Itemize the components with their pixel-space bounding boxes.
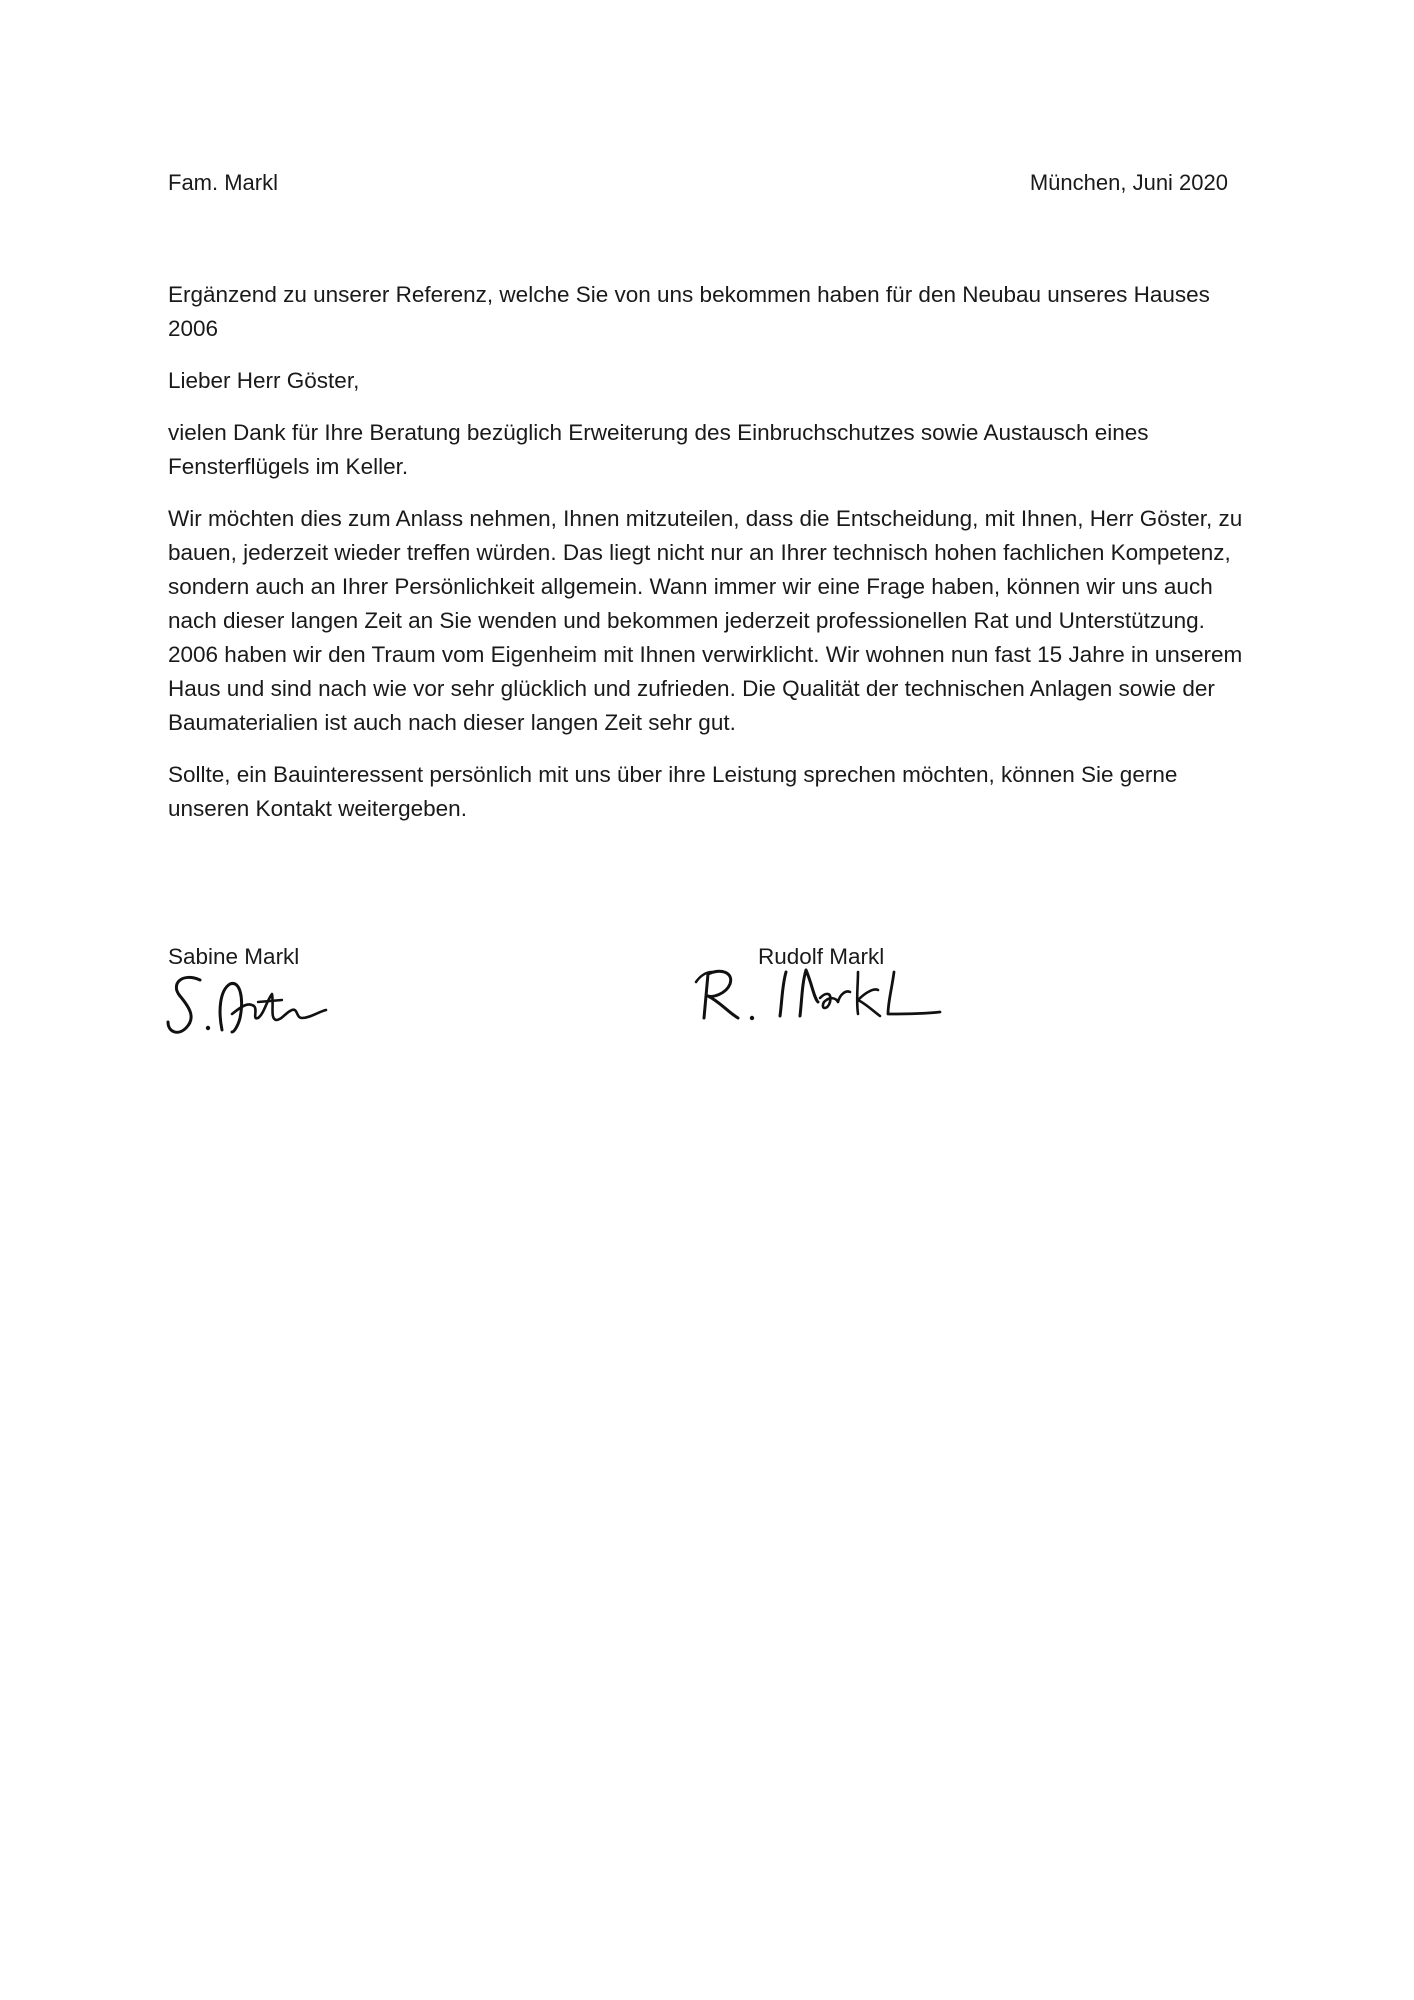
letter-header [168, 170, 1228, 200]
salutation: Lieber Herr Göster, [168, 368, 360, 393]
paragraph-recommendation: Wir möchten dies zum Anlass nehmen, Ihnen mitzuteilen, dass die Entscheidung, mit Ihnen, Herr Göster, zu bauen, jederzeit wieder treffen würden. Das liegt nicht nur an Ihrer technisch hohen fachlichen Kompetenz, sondern auch an Ihrer Persönlichkeit allgemein. Wann immer wir eine Frage haben, können wir uns auch nach dieser langen Zeit an Sie wenden und bekommen jederzeit professionellen Rat und Unterstützung. 2006 haben wir den Traum vom Eigenheim mit Ihnen verwirklicht. Wir wohnen nun fast 15 Jahre in unserem Haus und sind nach wie vor sehr glücklich und zufrieden. Die Qualität der technischen Anlagen sowie der Baumaterialien ist auch nach dieser langen Zeit sehr gut. [168, 506, 1243, 735]
letter-body [168, 278, 1258, 844]
paragraph-thanks: vielen Dank für Ihre Beratung bezüglich Erweiterung des Einbruchschutzes sowie Austausch eines Fensterflügels im Keller. [168, 420, 1149, 479]
signatory-name-sabine: Sabine Markl [168, 944, 300, 969]
signature-block-sabine [168, 940, 299, 974]
subject-line: Ergänzend zu unserer Referenz, welche Sie von uns bekommen haben für den Neubau unseres Hauses 2006 [168, 282, 1210, 341]
handwritten-signature-icon [690, 958, 950, 1028]
sender-name: Fam. Markl [168, 170, 278, 195]
paragraph-contact: Sollte, ein Bauinteressent persönlich mit uns über ihre Leistung sprechen möchten, können Sie gerne unseren Kontakt weitergeben. [168, 762, 1178, 821]
signature-section [168, 940, 1268, 1060]
handwritten-signature-icon [162, 962, 342, 1042]
signature-block-rudolf [758, 940, 884, 974]
signatory-name-rudolf: Rudolf Markl [758, 944, 885, 969]
place-and-date: München, Juni 2020 [1029, 170, 1228, 195]
